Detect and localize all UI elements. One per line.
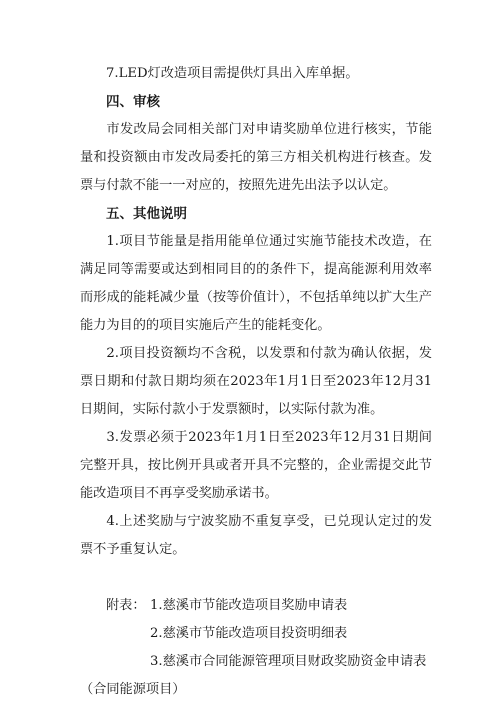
section-5-heading: 五、其他说明	[106, 206, 187, 222]
section-5-item-4: 4.上述奖励与宁波奖励不重复享受，已兑现认定过的发票不予重复认定。	[80, 514, 432, 557]
section-4-body: 市发改局会同相关部门对申请奖励单位进行核实，节能量和投资额由市发改局委托的第三方相关机构进行核查。发票与付款不能一一对应的，按照先进先出法予以认定。	[80, 122, 432, 193]
attachment-1: 1.慈溪市节能改造项目奖励申请表	[150, 598, 348, 613]
attachment-2: 2.慈溪市节能改造项目投资明细表	[150, 626, 348, 641]
attachments-label: 附表：	[106, 598, 146, 613]
attachment-3: 3.慈溪市合同能源管理项目财政奖励资金申请表	[150, 654, 427, 669]
section-5-item-1: 1.项目节能量是指用能单位通过实施节能技术改造，在满足同等需要或达到相同目的的条件下，提高能源利用效率而形成的能耗减少量（按等价值计），不包括单纯以扩大生产能力为目的的项目实施后产生的能耗变化。	[80, 234, 432, 333]
section-4-heading: 四、审核	[106, 94, 160, 110]
attachment-3-note: （合同能源项目）	[80, 682, 186, 697]
section-5-item-2: 2.项目投资额均不含税，以发票和付款为确认依据，发票日期和付款日期均须在2023年1月1日至2023年12月31日期间，实际付款小于发票额时，以实际付款为准。	[80, 346, 432, 417]
item-7: 7.LED灯改造项目需提供灯具出入库单据。	[106, 66, 359, 81]
section-5-item-3: 3.发票必须于2023年1月1日至2023年12月31日期间完整开具，按比例开具或者开具不完整的，企业需提交此节能改造项目不再享受奖励承诺书。	[80, 430, 432, 501]
